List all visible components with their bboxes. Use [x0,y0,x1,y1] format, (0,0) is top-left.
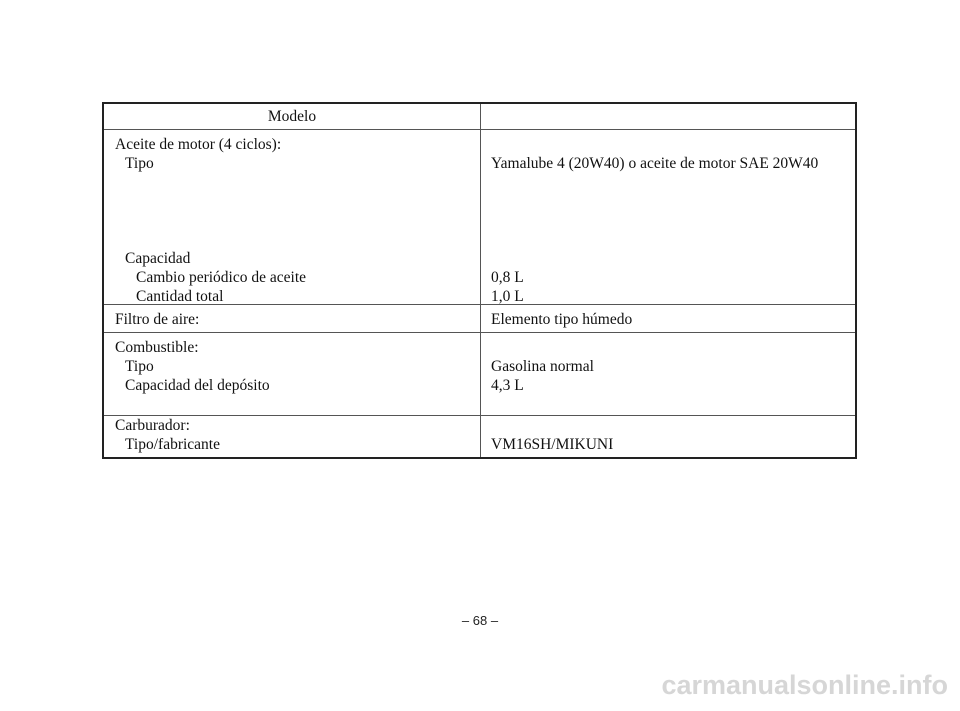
carburetor-type-label: Tipo/fabricante [125,436,220,453]
page-number: – 68 – [461,613,499,628]
specifications-table [102,102,857,459]
fuel-tank-value: 4,3 L [491,377,524,394]
oil-type-label: Tipo [125,155,154,172]
header-model: Modelo [104,104,481,129]
watermark: carmanualsonline.info [661,670,948,700]
row-fuel [104,333,855,416]
oil-capacity-label: Capacidad [125,250,191,267]
air-filter-label: Filtro de aire: [104,305,481,332]
row-carburetor [104,416,855,457]
oil-total-value: 1,0 L [491,288,524,305]
oil-periodic-label: Cambio periódico de aceite [136,269,307,286]
oil-periodic-value: 0,8 L [491,269,524,286]
carburetor-title: Carburador: [115,417,190,434]
header-value [481,104,855,129]
oil-title: Aceite de motor (4 ciclos): [115,136,282,153]
air-filter-value: Elemento tipo húmedo [491,311,633,328]
fuel-type-value: Gasolina normal [491,358,594,375]
fuel-title: Combustible: [115,339,199,356]
table-header-row [104,104,855,130]
fuel-type-label: Tipo [125,358,154,375]
carburetor-type-value: VM16SH/MIKUNI [491,436,614,453]
row-air-filter [104,305,855,333]
fuel-tank-label: Capacidad del depósito [125,377,270,394]
row-engine-oil [104,130,855,305]
oil-type-value: Yamalube 4 (20W40) o aceite de motor SAE 20W40 [491,155,819,172]
oil-total-label: Cantidad total [136,288,224,305]
